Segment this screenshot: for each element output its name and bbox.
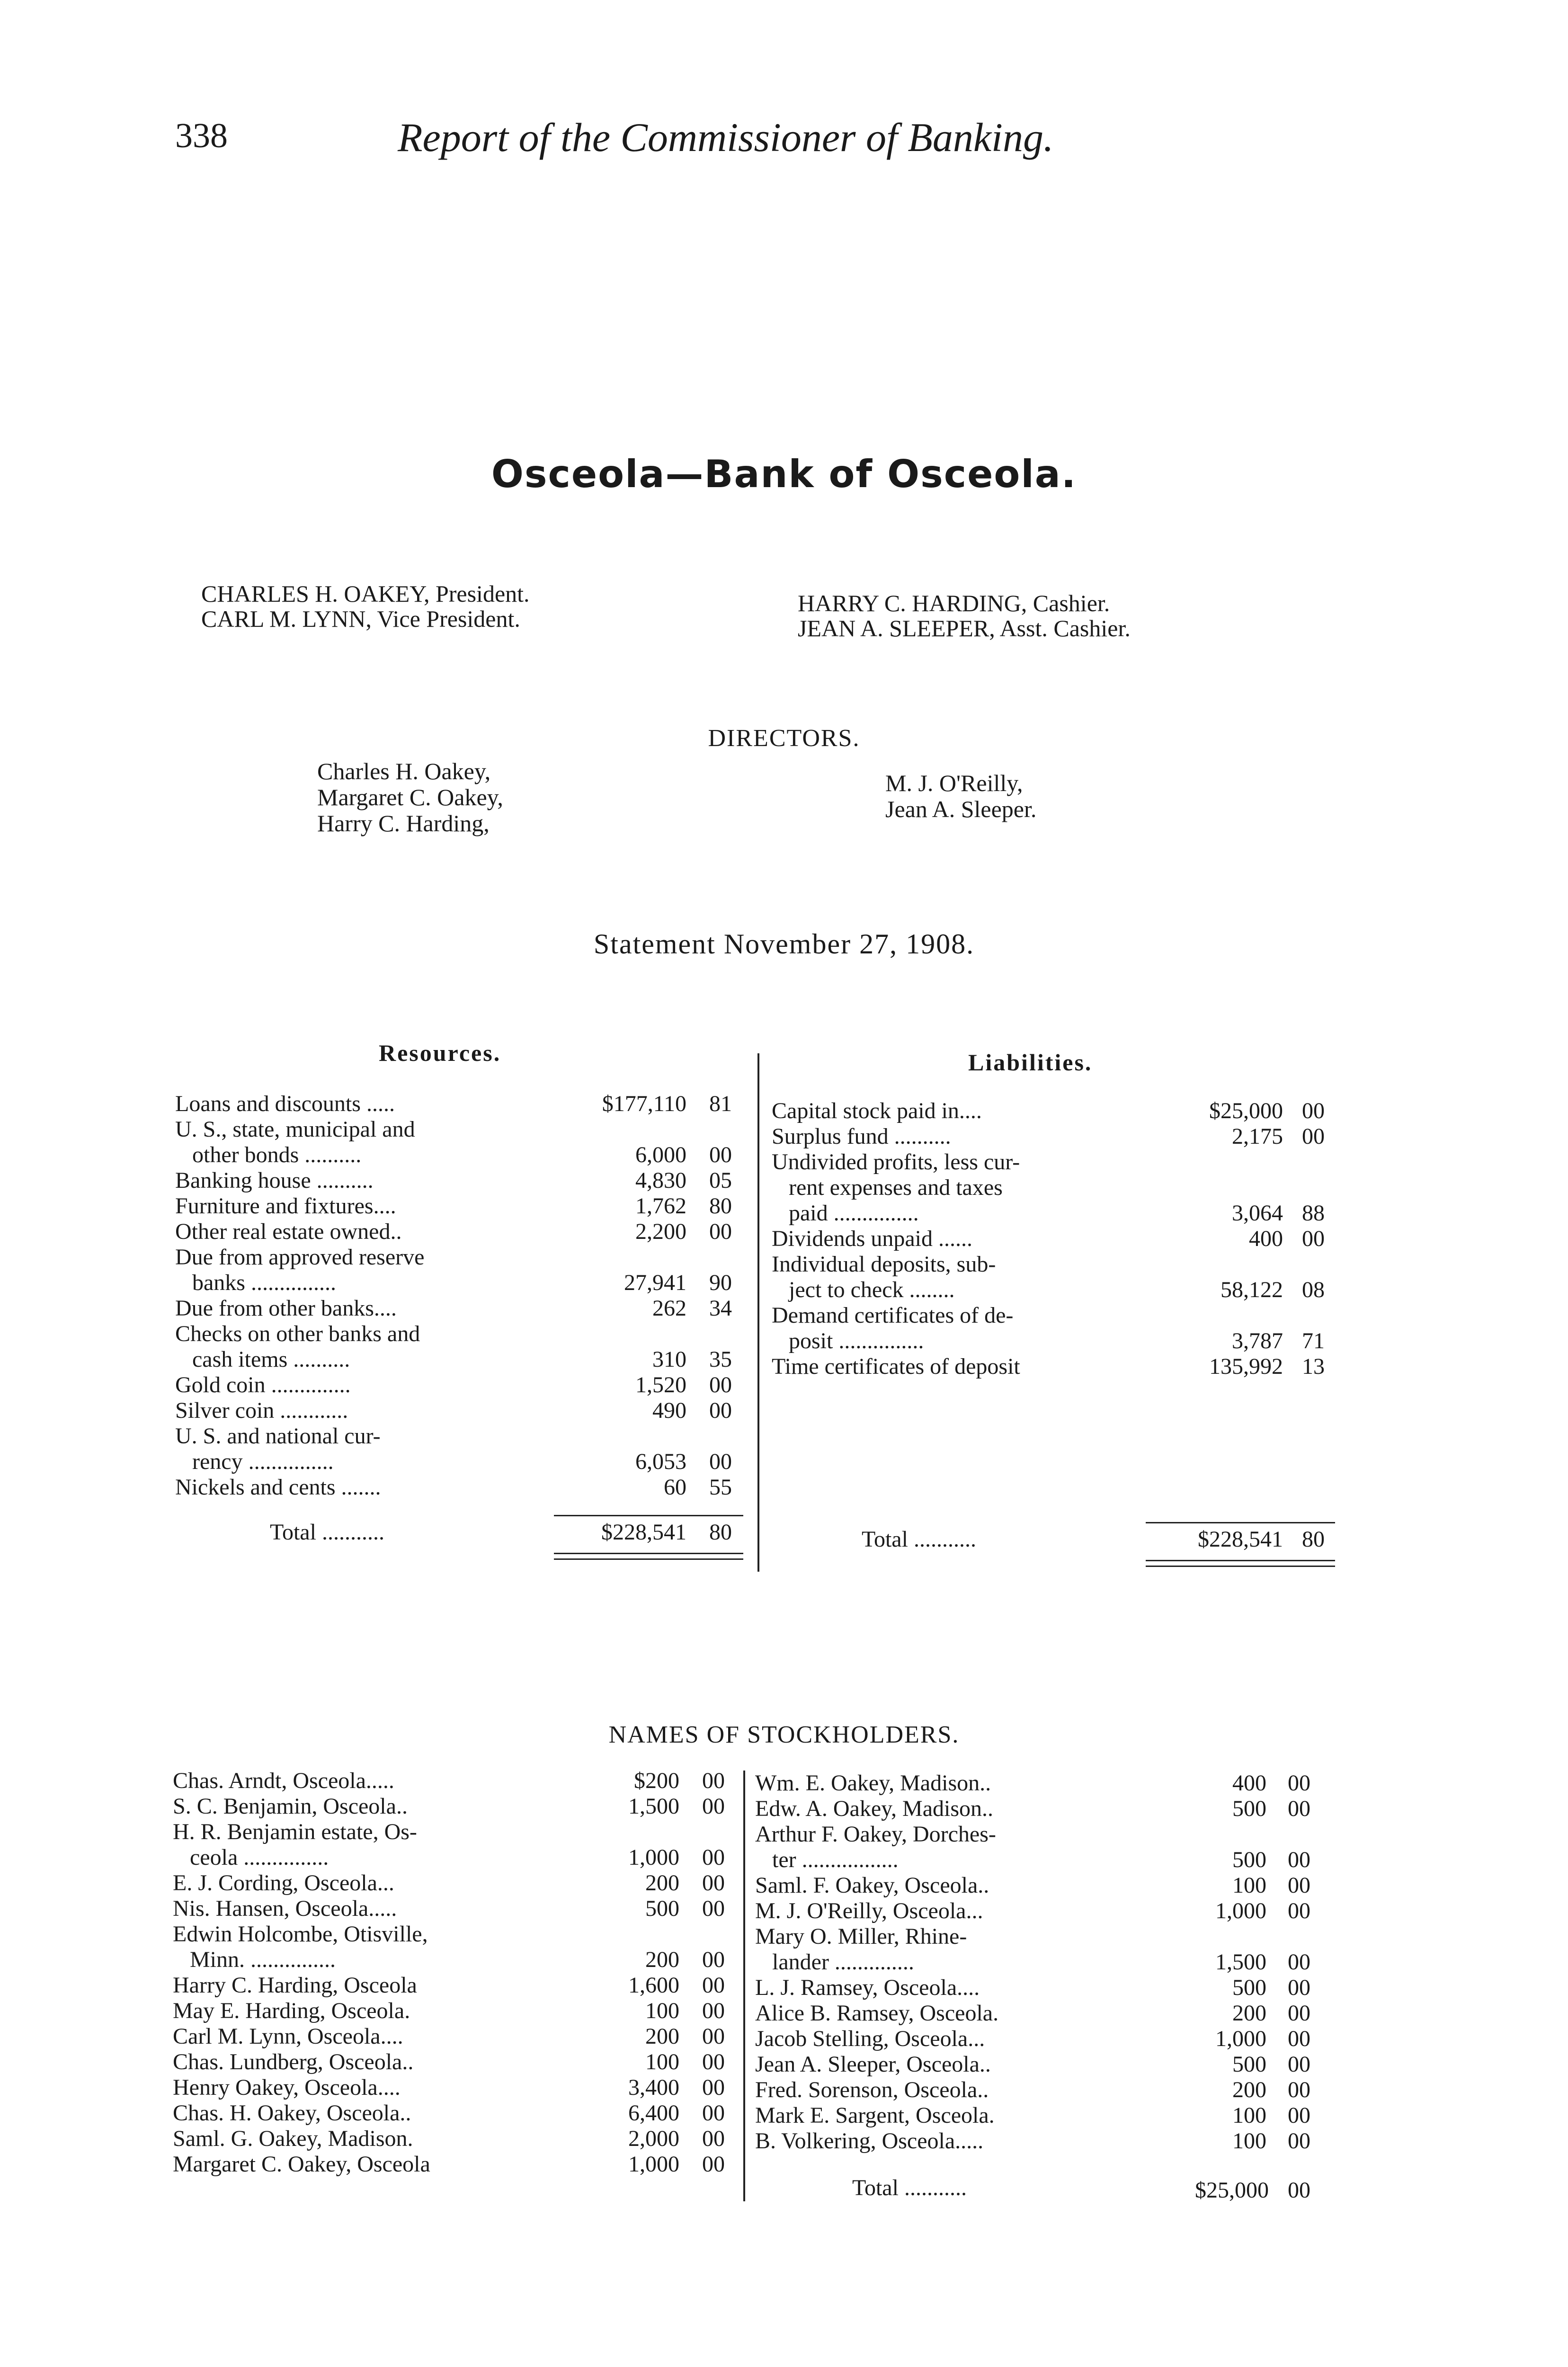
row-dollars: 262 (652, 1296, 686, 1321)
liability-row (772, 1328, 1354, 1354)
row-dollars: 6,000 (635, 1142, 686, 1167)
stockholder-row (173, 1896, 741, 1922)
row-label: Individual deposits, sub- (772, 1252, 996, 1277)
liability-row (772, 1303, 1354, 1328)
stockholder-row (173, 1845, 741, 1870)
row-label: Minn. ............... (173, 1947, 336, 1972)
row-dollars: $177,110 (602, 1091, 686, 1116)
row-dollars: 200 (1232, 2077, 1266, 2102)
row-cents: 00 (702, 1794, 725, 1819)
row-cents: 00 (702, 1845, 725, 1870)
row-dollars: 400 (1232, 1771, 1266, 1796)
row-dollars: 1,520 (635, 1372, 686, 1397)
row-dollars: 500 (1232, 1796, 1266, 1821)
resource-row (175, 1398, 757, 1424)
stockholder-row (755, 1873, 1337, 1898)
row-cents: 00 (709, 1449, 732, 1474)
liabilities-table (772, 1098, 1354, 1392)
officer-vice-president: CARL M. LYNN, Vice President. (201, 605, 520, 632)
row-cents: 00 (702, 2100, 725, 2126)
row-dollars: 58,122 (1221, 1277, 1283, 1302)
stockholder-row (755, 2001, 1337, 2026)
total-double-rule (1146, 1566, 1335, 1567)
total-double-rule (1146, 1560, 1335, 1561)
resource-row (175, 1347, 757, 1372)
statement-title: Statement November 27, 1908. (593, 928, 975, 960)
row-label: Chas. Arndt, Osceola..... (173, 1768, 394, 1793)
row-label: U. S. and national cur- (175, 1424, 381, 1449)
row-label: ceola ............... (173, 1845, 329, 1870)
row-cents: 08 (1302, 1277, 1325, 1302)
row-dollars: 1,762 (635, 1193, 686, 1219)
stockholders-right-list (755, 1771, 1337, 2187)
row-dollars: 1,000 (628, 2152, 679, 2177)
row-label: Demand certificates of de- (772, 1303, 1014, 1328)
stockholder-row (755, 2026, 1337, 2052)
row-label: lander .............. (755, 1949, 914, 1975)
row-dollars: 27,941 (624, 1270, 686, 1295)
stockholder-row (755, 1796, 1337, 1822)
row-label: Edwin Holcombe, Otisville, (173, 1922, 428, 1947)
officer-president: CHARLES H. OAKEY, President. (201, 580, 530, 607)
row-cents: 00 (709, 1398, 732, 1423)
row-cents: 88 (1302, 1201, 1325, 1226)
liability-row (772, 1201, 1354, 1226)
row-cents: 00 (702, 1768, 725, 1793)
directors-heading: DIRECTORS. (708, 725, 860, 752)
liability-row (772, 1226, 1354, 1252)
row-cents: 00 (1302, 1098, 1325, 1123)
stockholder-row (173, 2152, 741, 2177)
resource-row (175, 1219, 757, 1245)
stockholder-row (755, 1771, 1337, 1796)
row-dollars: 135,992 (1209, 1354, 1283, 1379)
row-label: Chas. Lundberg, Osceola.. (173, 2049, 414, 2074)
total-rule (1146, 1522, 1335, 1523)
liabilities-total-label: Total ........... (862, 1527, 976, 1552)
resource-row (175, 1168, 757, 1193)
row-label: L. J. Ramsey, Osceola.... (755, 1975, 980, 2000)
row-cents: 00 (1288, 1975, 1310, 2000)
row-label: M. J. O'Reilly, Osceola... (755, 1898, 983, 1923)
row-label: Wm. E. Oakey, Madison.. (755, 1771, 991, 1796)
row-cents: 00 (702, 2049, 725, 2074)
row-label: posit ............... (772, 1328, 924, 1353)
resource-row (175, 1142, 757, 1168)
resources-total-dollars: $228,541 (601, 1520, 686, 1545)
row-cents: 55 (709, 1475, 732, 1500)
row-dollars: 3,400 (628, 2075, 679, 2100)
stockholders-heading: NAMES OF STOCKHOLDERS. (608, 1721, 960, 1748)
row-label: Undivided profits, less cur- (772, 1149, 1020, 1175)
row-label: Arthur F. Oakey, Dorches- (755, 1822, 996, 1847)
row-label: H. R. Benjamin estate, Os- (173, 1819, 417, 1844)
stockholder-row (173, 1998, 741, 2024)
row-label: E. J. Cording, Osceola... (173, 1870, 394, 1895)
director-name: Margaret C. Oakey, (317, 784, 503, 810)
stockholder-row (173, 1768, 741, 1794)
row-cents: 00 (1288, 2128, 1310, 2153)
row-cents: 90 (709, 1270, 732, 1295)
row-label: Saml. F. Oakey, Osceola.. (755, 1873, 989, 1898)
liability-row (772, 1252, 1354, 1277)
row-cents: 00 (1288, 1898, 1310, 1923)
resource-row (175, 1091, 757, 1117)
stockholder-row (173, 2024, 741, 2049)
row-dollars: 1,600 (628, 1973, 679, 1998)
row-label: B. Volkering, Osceola..... (755, 2128, 984, 2153)
stockholder-row (173, 2049, 741, 2075)
row-dollars: 500 (1232, 1847, 1266, 1872)
row-dollars: 100 (645, 1998, 679, 2023)
row-cents: 05 (709, 1168, 732, 1193)
row-label: Carl M. Lynn, Osceola.... (173, 2024, 403, 2049)
resource-row (175, 1321, 757, 1347)
stockholder-row (755, 1975, 1337, 2001)
row-cents: 00 (702, 1896, 725, 1921)
row-label: Gold coin .............. (175, 1372, 351, 1397)
stockholder-row (173, 1870, 741, 1896)
row-label: Checks on other banks and (175, 1321, 420, 1346)
total-rule (554, 1515, 743, 1516)
row-cents: 71 (1302, 1328, 1325, 1353)
row-dollars: 200 (1232, 2001, 1266, 2026)
row-cents: 00 (702, 1947, 725, 1972)
row-cents: 00 (702, 2075, 725, 2100)
row-dollars: 100 (645, 2049, 679, 2074)
column-divider (743, 1771, 745, 2201)
liability-row (772, 1354, 1354, 1379)
stockholder-row (755, 1822, 1337, 1847)
row-dollars: 1,000 (1215, 2026, 1266, 2051)
row-dollars: 100 (1232, 2128, 1266, 2153)
row-label: Jean A. Sleeper, Osceola.. (755, 2052, 991, 2077)
row-label: S. C. Benjamin, Osceola.. (173, 1794, 408, 1819)
liability-row (772, 1175, 1354, 1201)
row-cents: 34 (709, 1296, 732, 1321)
row-cents: 80 (709, 1193, 732, 1219)
row-label: rent expenses and taxes (772, 1175, 1003, 1200)
row-cents: 00 (1288, 1873, 1310, 1898)
row-label: May E. Harding, Osceola. (173, 1998, 410, 2023)
row-cents: 81 (709, 1091, 732, 1116)
stockholders-total-cents: 00 (1288, 2178, 1310, 2203)
stockholder-row (173, 2075, 741, 2100)
stockholder-row (755, 1949, 1337, 1975)
row-cents: 00 (702, 2126, 725, 2151)
row-dollars: 6,400 (628, 2100, 679, 2126)
stockholder-row (755, 2077, 1337, 2103)
row-dollars: 200 (645, 1947, 679, 1972)
liability-row (772, 1124, 1354, 1149)
resource-row (175, 1245, 757, 1270)
total-double-rule (554, 1553, 743, 1554)
row-cents: 00 (1288, 1771, 1310, 1796)
director-name: Charles H. Oakey, (317, 758, 491, 784)
row-label: Due from approved reserve (175, 1245, 425, 1270)
resource-row (175, 1372, 757, 1398)
row-dollars: 6,053 (635, 1449, 686, 1474)
row-cents: 13 (1302, 1354, 1325, 1379)
row-dollars: $25,000 (1209, 1098, 1283, 1123)
row-label: other bonds .......... (175, 1142, 362, 1167)
column-divider (757, 1053, 759, 1572)
officer-cashier: HARRY C. HARDING, Cashier. (798, 590, 1110, 616)
stockholder-row (173, 1947, 741, 1973)
row-dollars: 500 (1232, 2052, 1266, 2077)
resources-heading: Resources. (379, 1040, 501, 1066)
row-label: Fred. Sorenson, Osceola.. (755, 2077, 989, 2102)
stockholder-row (173, 2126, 741, 2152)
stockholder-row (755, 2103, 1337, 2128)
row-dollars: 100 (1232, 2103, 1266, 2128)
row-label: Edw. A. Oakey, Madison.. (755, 1796, 994, 1821)
stockholder-row (173, 1794, 741, 1819)
resource-row (175, 1270, 757, 1296)
row-cents: 00 (702, 1998, 725, 2023)
row-cents: 00 (1288, 2103, 1310, 2128)
row-dollars: 400 (1249, 1226, 1283, 1251)
row-label: Chas. H. Oakey, Osceola.. (173, 2100, 411, 2126)
row-label: Other real estate owned.. (175, 1219, 402, 1244)
running-title: Report of the Commissioner of Banking. (398, 115, 1054, 160)
row-dollars: 100 (1232, 1873, 1266, 1898)
row-label: cash items .......... (175, 1347, 350, 1372)
row-cents: 00 (1288, 1847, 1310, 1872)
row-cents: 00 (702, 1870, 725, 1895)
row-cents: 00 (1302, 1226, 1325, 1251)
resources-total-cents: 80 (709, 1520, 732, 1545)
row-cents: 00 (702, 2152, 725, 2177)
stockholders-left-list (173, 1768, 741, 2194)
director-name: Harry C. Harding, (317, 810, 490, 836)
row-dollars: 2,200 (635, 1219, 686, 1244)
row-label: Mary O. Miller, Rhine- (755, 1924, 967, 1949)
row-dollars: 200 (645, 1870, 679, 1895)
row-label: ject to check ........ (772, 1277, 955, 1302)
resource-row (175, 1475, 757, 1500)
liability-row (772, 1149, 1354, 1175)
liability-row (772, 1098, 1354, 1124)
stockholder-row (173, 1973, 741, 1998)
resource-row (175, 1449, 757, 1475)
row-label: U. S., state, municipal and (175, 1117, 415, 1142)
row-label: Henry Oakey, Osceola.... (173, 2075, 401, 2100)
liability-row (772, 1277, 1354, 1303)
row-label: Time certificates of deposit (772, 1354, 1020, 1379)
row-cents: 00 (709, 1219, 732, 1244)
row-label: Jacob Stelling, Osceola... (755, 2026, 985, 2051)
row-dollars: $200 (634, 1768, 679, 1793)
row-cents: 00 (1288, 1949, 1310, 1975)
stockholder-row (755, 1898, 1337, 1924)
row-dollars: 490 (652, 1398, 686, 1423)
row-cents: 00 (1288, 2077, 1310, 2102)
row-cents: 00 (709, 1372, 732, 1397)
stockholder-row (173, 1922, 741, 1947)
row-label: ter ................. (755, 1847, 899, 1872)
row-label: banks ............... (175, 1270, 336, 1295)
liabilities-total-dollars: $228,541 (1198, 1527, 1283, 1552)
row-label: Capital stock paid in.... (772, 1098, 982, 1123)
row-label: Dividends unpaid ...... (772, 1226, 972, 1251)
stockholder-row (755, 2128, 1337, 2154)
director-name: Jean A. Sleeper. (885, 796, 1037, 822)
row-dollars: 1,000 (628, 1845, 679, 1870)
row-label: Margaret C. Oakey, Osceola (173, 2152, 430, 2177)
resource-row (175, 1296, 757, 1321)
row-label: Silver coin ............ (175, 1398, 348, 1423)
bank-title: Osceola—Bank of Osceola. (491, 452, 1077, 496)
total-double-rule (554, 1558, 743, 1560)
director-name: M. J. O'Reilly, (885, 770, 1023, 796)
row-label: Banking house .......... (175, 1168, 374, 1193)
row-cents: 00 (709, 1142, 732, 1167)
row-dollars: 2,000 (628, 2126, 679, 2151)
row-label: Furniture and fixtures.... (175, 1193, 396, 1219)
page-number: 338 (175, 116, 228, 155)
stockholders-total-label: Total ........... (852, 2175, 967, 2200)
row-label: Due from other banks.... (175, 1296, 397, 1321)
row-label: paid ............... (772, 1201, 919, 1226)
row-dollars: 310 (652, 1347, 686, 1372)
row-dollars: 500 (645, 1896, 679, 1921)
row-cents: 00 (1288, 2052, 1310, 2077)
resource-row (175, 1424, 757, 1449)
stockholder-row (173, 2100, 741, 2126)
liabilities-total-cents: 80 (1302, 1527, 1325, 1552)
row-label: Harry C. Harding, Osceola (173, 1973, 417, 1998)
row-dollars: 200 (645, 2024, 679, 2049)
resources-total-label: Total ........... (270, 1520, 384, 1545)
row-label: Saml. G. Oakey, Madison. (173, 2126, 413, 2151)
row-cents: 00 (702, 1973, 725, 1998)
resources-table (175, 1091, 757, 1517)
row-dollars: 2,175 (1232, 1124, 1283, 1149)
row-label: Alice B. Ramsey, Osceola. (755, 2001, 999, 2026)
row-label: rency ............... (175, 1449, 334, 1474)
row-dollars: 3,064 (1232, 1201, 1283, 1226)
row-cents: 35 (709, 1347, 732, 1372)
row-label: Nis. Hansen, Osceola..... (173, 1896, 397, 1921)
row-label: Mark E. Sargent, Osceola. (755, 2103, 995, 2128)
stockholder-row (755, 1847, 1337, 1873)
liabilities-heading: Liabilities. (968, 1049, 1093, 1076)
row-dollars: 1,500 (628, 1794, 679, 1819)
row-label: Nickels and cents ....... (175, 1475, 381, 1500)
resource-row (175, 1117, 757, 1142)
row-dollars: 60 (664, 1475, 686, 1500)
stockholder-row (755, 2052, 1337, 2077)
row-label: Loans and discounts ..... (175, 1091, 395, 1116)
stockholder-row (755, 1924, 1337, 1949)
row-dollars: 1,000 (1215, 1898, 1266, 1923)
row-dollars: 500 (1232, 1975, 1266, 2000)
row-cents: 00 (702, 2024, 725, 2049)
row-cents: 00 (1288, 1796, 1310, 1821)
row-cents: 00 (1288, 2026, 1310, 2051)
row-cents: 00 (1302, 1124, 1325, 1149)
resource-row (175, 1193, 757, 1219)
officer-asst-cashier: JEAN A. SLEEPER, Asst. Cashier. (798, 615, 1131, 641)
row-dollars: 1,500 (1215, 1949, 1266, 1975)
row-dollars: 3,787 (1232, 1328, 1283, 1353)
row-label: Surplus fund .......... (772, 1124, 951, 1149)
row-dollars: 4,830 (635, 1168, 686, 1193)
row-cents: 00 (1288, 2001, 1310, 2026)
stockholder-row (173, 1819, 741, 1845)
stockholders-total-dollars: $25,000 (1195, 2178, 1269, 2203)
